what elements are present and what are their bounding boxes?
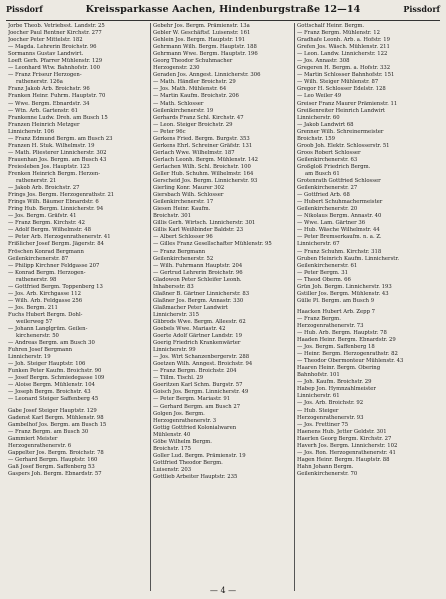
directory-columns [6, 23, 440, 591]
directory-entry: Goerig Friedrich Krankenwärter [153, 340, 241, 347]
directory-entry: Hahn Johann Bergm. [297, 463, 354, 470]
directory-entry: Glaßmacher Peter Landwirt [153, 304, 228, 311]
directory-entry: Herzogenstr. 230 [153, 65, 200, 72]
directory-entry: Herzogenrathenerstr. 6 [8, 442, 72, 449]
directory-entry: Linnicherstr. 61 [297, 393, 340, 400]
directory-entry: Greiser Franz Maurer Prämienstr. 11 [297, 100, 398, 107]
directory-entry: — Johann Langlgrüm. Geilen- [8, 326, 88, 333]
directory-entry: Broichstr. 175 [153, 445, 191, 452]
directory-entry: Goller Lud. Bergm. Prämienstr. 19 [153, 452, 246, 459]
directory-entry: rathenerstr. 98 [16, 276, 57, 283]
directory-entry: — Tillm. Tischl. 29 [153, 375, 204, 382]
directory-entry: Broichstr. 159 [297, 135, 335, 142]
directory-entry: — Peter Arb. Herzogenrathenerstr. 41 [8, 234, 111, 241]
directory-entry: Funken Peter Kaufm. Broichstr. 90 [8, 368, 102, 375]
directory-entry: — Peter Bremserkaufm. n. a. Z. [297, 234, 382, 241]
directory-entry: Giesen Heinr. Kaufm. [153, 206, 211, 213]
directory-entry: — Jos. Annastr. 308 [297, 58, 350, 65]
directory-entry: Gierling Konr. Maurer 302 [153, 185, 225, 192]
directory-entry: — Andreas Bergm. am Busch 30 [8, 340, 95, 347]
directory-entry: Fring Hub. Bergm. Linnicherstr. 94 [8, 206, 104, 213]
directory-entry: Franz Jakob Arb. Broichstr. 96 [8, 86, 90, 93]
directory-entry: Geilenkirchenerstr. 87 [8, 255, 69, 262]
directory-entry: — Peter 96c [153, 128, 186, 135]
directory-entry: rathenerstr. 21 [16, 178, 57, 185]
directory-entry: Fuchs Hubert Bergm. Dohl- [8, 311, 83, 318]
directory-entry: Gambelhof Jos. Bergm. am Busch 15 [8, 421, 107, 428]
directory-entry: Frankenne Ludw. Dreh. am Busch 15 [8, 114, 108, 121]
directory-entry: Gladowon Peter Schleifer Leonh. [153, 276, 242, 283]
directory-entry: Jorbe Theob. Vetriebsst. Landstr. 25 [8, 23, 105, 29]
directory-entry: Joecher Peter Mittelstr. 182 [8, 37, 83, 44]
directory-entry: Geilenkirchenerstr. 52 [153, 255, 214, 262]
page-header [6, 4, 440, 21]
directory-entry: — Franz Friseur Herzogen- [8, 72, 82, 79]
directory-entry: Gammiert Meister [8, 435, 58, 442]
directory-entry: Franken Heinr. Fuhrm. Hauptstr. 70 [8, 93, 106, 100]
directory-entry: Gebler W. Geschäftsf. Luisenstr. 161 [153, 30, 251, 37]
directory-entry: — Jakob Landwirt 68 [297, 121, 354, 128]
directory-entry: — Jos. Math. Mühlenstr. 64 [153, 86, 227, 93]
directory-entry: — Gottfried Bergm. Toppenberg 13 [8, 283, 103, 290]
directory-entry: Sormanns Gustav Landwirt. [8, 51, 84, 58]
directory-entry: Geilenkirchenerstr. 63 [297, 156, 358, 163]
directory-entry: Frings Wilh. Bäumer Ebnardstr. 6 [8, 199, 99, 206]
directory-entry: — Leonhard Wtw. Bahnhofstr. 100 [8, 65, 100, 72]
directory-entry: Groos Robert Schlosser [297, 149, 361, 156]
header-right-place: Pissdorf [403, 4, 440, 14]
directory-entry: Gregor H. Schlosser Edelstr. 128 [297, 86, 386, 93]
header-left-place: Pissdorf [6, 4, 43, 14]
directory-entry: Geraden Jos. Anngest. Linnicherstr. 306 [153, 72, 261, 79]
directory-entry: — Gerhard Bergm. Hauptstr. 160 [8, 456, 98, 463]
directory-entry: — Jos. Bergm. Gräfstr. 41 [8, 213, 77, 220]
directory-entry: Geilenkirchenerstr. 17 [153, 199, 214, 206]
directory-entry: Goetzen Wilh. Anngest. Broichstr. 94 [153, 361, 253, 368]
header-title: Kreissparkasse Aachen, Hindenburgstraße 12—14 [85, 4, 361, 15]
directory-column-1 [6, 23, 150, 591]
directory-entry: Goeritzen Karl Schm. Burgstr. 57 [153, 382, 243, 389]
directory-entry: Gottig Gottfried Kolonialwaren [153, 424, 237, 431]
directory-entry: — Theod Oberm. 66 [297, 276, 351, 283]
directory-entry: — Leo Weiler 49 [297, 93, 342, 100]
directory-entry: kirchenerstr. 50 [16, 333, 59, 340]
directory-entry: Gillis Gerh. Wirtsch. Linnicherstr. 301 [153, 220, 256, 227]
directory-entry: Glaßner Jos. Bergm. Annastr. 330 [153, 297, 244, 304]
directory-entry: Linnicherstr. 67 [297, 241, 340, 248]
directory-entry: Haverh Jos. Bergm. Linnicherstr. 102 [297, 442, 398, 449]
directory-entry: am Busch 61 [305, 170, 340, 177]
directory-entry: Fröschen Konrad Bergmann [8, 248, 84, 255]
directory-entry: — Joh. Steiger Hauptstr. 106 [8, 361, 86, 368]
directory-entry: — Josef Bergm. Schmiedegasse 109 [8, 375, 105, 382]
directory-entry: Inhabersstr. 83 [153, 283, 194, 290]
directory-entry: Mühlenstr. 40 [153, 431, 191, 438]
directory-entry: — Franz Bergm. am Busch 30 [8, 428, 89, 435]
directory-entry: Georg Theodor Schuhmacher [153, 58, 233, 65]
directory-entry: — Franz Bergmann [153, 248, 206, 255]
directory-entry: Loeft Gerh. Pfarrer Mühlenstr. 129 [8, 58, 103, 65]
directory-entry: — Leon. Steiger Broichstr. 29 [153, 121, 233, 128]
directory-entry: Herzogenrathenerstr. 93 [297, 414, 364, 421]
directory-entry: — Joseph Bergm. Broichstr. 43 [8, 389, 91, 396]
directory-entry: Golgen Jos. Bergm. [153, 410, 205, 417]
directory-entry: Frings Jos. Bergm. Herzogenrathstr. 21 [8, 192, 115, 199]
directory-entry: — Franz Bergm. Mühlenstr. 12 [297, 30, 380, 37]
directory-entry: Gehrmann Wilh. Bergm. Hauptstr. 188 [153, 44, 257, 51]
directory-entry: Haaden Heinr. Bergm. Ebnardstr. 29 [297, 337, 396, 344]
directory-entry: — Math. Pliesterer Linnicherstr. 302 [8, 149, 107, 156]
directory-entry: Geilenkirchenerstr. 61 [297, 262, 358, 269]
directory-entry: Herzogenrathenerstr. 73 [297, 322, 364, 329]
directory-entry: Gstiller Jos. Bergm. Mühlenstr. 43 [297, 290, 389, 297]
page-number: — 4 — [209, 586, 237, 595]
directory-entry: — Franz Bergm. Kirchstr. 42 [8, 220, 86, 227]
directory-entry: — Gilles Franz Gesellschafter Mühlenstr. 95 [153, 241, 272, 248]
directory-entry: — Leon. Landw. Linnicherstr. 122 [297, 51, 388, 58]
directory-entry: — Peter Bergm. Mariastr. 91 [153, 396, 231, 403]
directory-entry: — Hub. Arb. Bergm. Hauptstr. 78 [297, 330, 387, 337]
directory-entry: Gadenst Karl Bergm. Mühlenstr. 98 [8, 414, 104, 421]
directory-entry: Broichstr. 301 [153, 213, 191, 220]
directory-entry: Linnicherstr. 106 [8, 128, 55, 135]
directory-entry: — Gottfried Arb. 68 [297, 192, 350, 199]
directory-entry: weilerweg 57 [16, 318, 53, 325]
directory-entry: Grün Joh. Bergm. Linnicherstr. 193 [297, 283, 392, 290]
directory-entry: Gabe Josef Steiger Hauptstr. 129 [8, 407, 97, 414]
directory-entry: — Franz Bergm. Broichstr. 204 [153, 368, 237, 375]
directory-entry: Gradhafe Leonh. Arb. a. Hofstr. 19 [297, 37, 391, 44]
directory-entry: — Jos. Wirt Schanzenbergerstr. 288 [153, 354, 250, 361]
directory-entry: Gehlein Jos. Bergm. Hauptstr. 191 [153, 37, 246, 44]
directory-entry: Frauenhan Jos. Bergm. am Busch 43 [8, 156, 107, 163]
directory-entry: Geller Hub. Schuhm. Wilhelmstr. 164 [153, 170, 254, 177]
directory-entry: Gerlach Wwe. Wilhelmstr. 187 [153, 149, 235, 156]
directory-entry: Gerhards Franz Schl. Kirchstr. 47 [153, 114, 244, 121]
directory-entry: — Wilh. Fuhrmann Hauptstr. 204 [153, 262, 243, 269]
directory-entry: — Hub. Steiger [297, 407, 339, 414]
directory-entry: Gaß Josef Bergm. Saffenberg 53 [8, 463, 95, 470]
directory-entry: — Franz Schuhm. Kirchstr. 318 [297, 248, 382, 255]
directory-entry: Groob Joh. Elektr. Schlosserstr. 51 [297, 142, 390, 149]
directory-entry: — Math. Schlosser [153, 100, 204, 107]
directory-column-3 [294, 23, 438, 591]
directory-entry: Geilenkirchenerstr. 70 [297, 470, 358, 477]
directory-entry: — Hub. Wäsche Wilhelmstr. 44 [297, 227, 380, 234]
directory-entry: — Jos. Bergm. 211 [8, 304, 58, 311]
directory-entry: — Adolf Bergm. Wilhelmstr. 48 [8, 227, 91, 234]
directory-entry: — Wtn. Arb. Gartenstr. 61 [8, 107, 78, 114]
directory-entry: Gerlach Leonh. Bergm. Mühlenstr. 142 [153, 156, 258, 163]
directory-entry: Geilenkirchenerstr. 27 [297, 185, 358, 192]
directory-entry: Linnicherstr. 60 [297, 114, 340, 121]
directory-entry: — Martin Kaufm. Broichstr. 206 [153, 93, 239, 100]
directory-entry: Gruben Heinrich Kaufm. Linnicherstr. [297, 255, 400, 262]
directory-entry: Glibrods Wwe. Bergm. Alleestr. 62 [153, 318, 246, 325]
directory-entry: Gerscheid Jos. Bergm. Linnicherstr. 93 [153, 178, 258, 185]
directory-entry: Bahnhofstr. 101 [297, 372, 340, 379]
directory-entry: Linnicherstr. 19 [8, 354, 51, 361]
directory-entry: Gottschalf Heinr. Bergm. [297, 23, 365, 29]
directory-entry: Gerkens Ehrl. Schreiner Gräfstr. 131 [153, 142, 253, 149]
directory-entry: — Jos. Arb. Kirchgasse 112 [8, 290, 81, 297]
directory-entry: — Leonard Steiger Saffenberg 45 [8, 396, 99, 403]
directory-entry: Haacken Hubert Arb. Zepp 7 [297, 308, 376, 315]
directory-entry: — Franz Edmund Bergm. am Busch 23 [8, 135, 113, 142]
directory-entry: Franzen Heinrich Metzger [8, 121, 80, 128]
directory-entry: — Heinr. Bergm. Herzogenrathstr. 82 [297, 351, 398, 358]
directory-entry: Goerte Adolf Gärtner Landstr. 19 [153, 333, 242, 340]
directory-entry: — Aloise Bergm. Mühlenstr. 104 [8, 382, 96, 389]
directory-entry: Freiesleben Jos. Hauptstr. 123 [8, 163, 90, 170]
directory-entry: Geilenkirchenerstr. 19 [153, 107, 214, 114]
directory-entry: rathenerstr. 126a [16, 79, 63, 86]
directory-entry: Gehrmann Wwe. Bergm. Hauptstr. 196 [153, 51, 258, 58]
directory-entry: Luisenstr. 203 [153, 466, 192, 473]
directory-entry: Herzogenrathenerstr. 3 [153, 417, 217, 424]
directory-entry: Gottfried Theodor Bergm. [153, 459, 223, 466]
directory-entry: Gerlachen Wilh. Schl. Broichstr. 100 [153, 163, 251, 170]
directory-entry: — Franz Bergm. [297, 315, 341, 322]
directory-entry: Giersbach Wilh. Schlosser [153, 192, 224, 199]
directory-entry: Göbe Wilhelm Bergm. [153, 438, 212, 445]
directory-entry: Habep Jon. Hymnzahlmeister [297, 386, 376, 393]
directory-entry: — Philipp Kirchner Feldgasse 207 [8, 262, 100, 269]
directory-entry: — Jos. Ron. Herzogenrathenerstr. 41 [297, 449, 396, 456]
directory-entry: Gerkens Fried. Bergm. Burgstr. 353 [153, 135, 250, 142]
directory-entry: — Magda. Lehrerin Broichstr. 96 [8, 44, 97, 51]
directory-entry: Grotenrath Gottfried Schlosser [297, 178, 381, 185]
directory-entry: — Theodor Obermonteur Mühlenstr. 43 [297, 358, 404, 365]
directory-entry: Gottlieb Arbeiter Hauptstr. 235 [153, 474, 238, 480]
directory-entry: Gappelter Jos. Bergm. Broichstr. 78 [8, 449, 104, 456]
directory-entry: Gebehr Jos. Bergm. Prämienstr. 13a [153, 23, 250, 29]
directory-entry: — Wwe. Lam. Gärtner 36 [297, 220, 366, 227]
directory-entry: Fuhren Josef Bergmann [8, 347, 73, 354]
directory-entry: — Math. Händler Broichstr. 29 [153, 79, 236, 86]
directory-entry: Glaßner B. Gärtner Linnicherstr. 83 [153, 290, 250, 297]
directory-entry: — Jos. Bergm. Saffenberg 18 [297, 344, 375, 351]
directory-entry: Geilenkirchenerstr. 20 [297, 206, 358, 213]
directory-entry: — Wilh. Arb. Feldgasse 256 [8, 297, 83, 304]
directory-entry: — Peter Bergm. 31 [297, 269, 349, 276]
directory-entry: Greißenreiter Heinrich Landwirt [297, 107, 386, 114]
directory-entry: — Hubert Schuhmachermeister [297, 199, 383, 206]
directory-entry: Linnicherstr. 99 [153, 347, 196, 354]
directory-entry: — Gertrud Lehrerin Broichstr. 96 [153, 269, 243, 276]
directory-entry: Hagen Heinr. Bergm. Hauptstr. 88 [297, 456, 390, 463]
directory-entry: — Wwe. Bergm. Ebnardstr. 34 [8, 100, 90, 107]
directory-entry: Frenken Heinrich Bergm. Herzen- [8, 170, 101, 177]
directory-entry: Haerlen Georg Bergm. Kirchstr. 27 [297, 435, 392, 442]
directory-entry: — Jakob Arb. Broichstr. 27 [8, 185, 80, 192]
directory-entry: Franzen H. Stuk. Wilhelmstr. 19 [8, 142, 95, 149]
directory-entry: Grenner Wilh. Schreinermeister [297, 128, 384, 135]
directory-entry: Goebels Wwe. Mariastr. 42 [153, 326, 226, 333]
directory-entry: — Martin Schlosser Bahnhofstr. 151 [297, 72, 395, 79]
directory-entry: Haenens Hub. Jetter Geldstr. 301 [297, 428, 387, 435]
directory-entry: — Konrad Bergm. Herzogen- [8, 269, 86, 276]
directory-entry: Frißlicher Josef Bergm. Jägerstr. 84 [8, 241, 104, 248]
directory-entry: Grefen Jos. Wäsch. Mühlenstr. 211 [297, 44, 390, 51]
directory-entry: Großgloß Friedrich Bergm. [297, 163, 371, 170]
directory-entry: Goisch Jos. Bergm. Linnicherstr. 49 [153, 389, 249, 396]
directory-entry: — Nikolaus Bergm. Annastr. 40 [297, 213, 382, 220]
directory-entry: — Gerhard Bergm. am Busch 27 [153, 403, 241, 410]
directory-entry: — Jos. Arb. Broichstr. 92 [297, 400, 364, 407]
directory-entry: Linnicherstr. 315 [153, 311, 200, 318]
directory-entry: Gülle Pl. Bergm. am Busch 9 [297, 297, 375, 304]
directory-entry: Gregeren H. Bergm. a. Hofstr. 332 [297, 65, 391, 72]
directory-entry: — Wilh. Steiger Mühlenstr. 87 [297, 79, 379, 86]
directory-entry: Joecher Paul Rentner Kirchstr. 277 [8, 30, 102, 37]
directory-entry: — Albert Schlosser 96 [153, 234, 213, 241]
directory-entry: Haaren Heinr. Bergm. Obering [297, 365, 381, 372]
directory-entry: Gaspers Joh. Bergm. Ebnardstr. 57 [8, 470, 102, 477]
directory-entry: Gillis Karl Weißbinder Baldstr. 23 [153, 227, 244, 234]
directory-entry: — Jos. Frettiner 75 [297, 421, 349, 428]
directory-column-2 [150, 23, 294, 591]
directory-entry: — Joh. Kaufm. Broichstr. 29 [297, 379, 372, 386]
